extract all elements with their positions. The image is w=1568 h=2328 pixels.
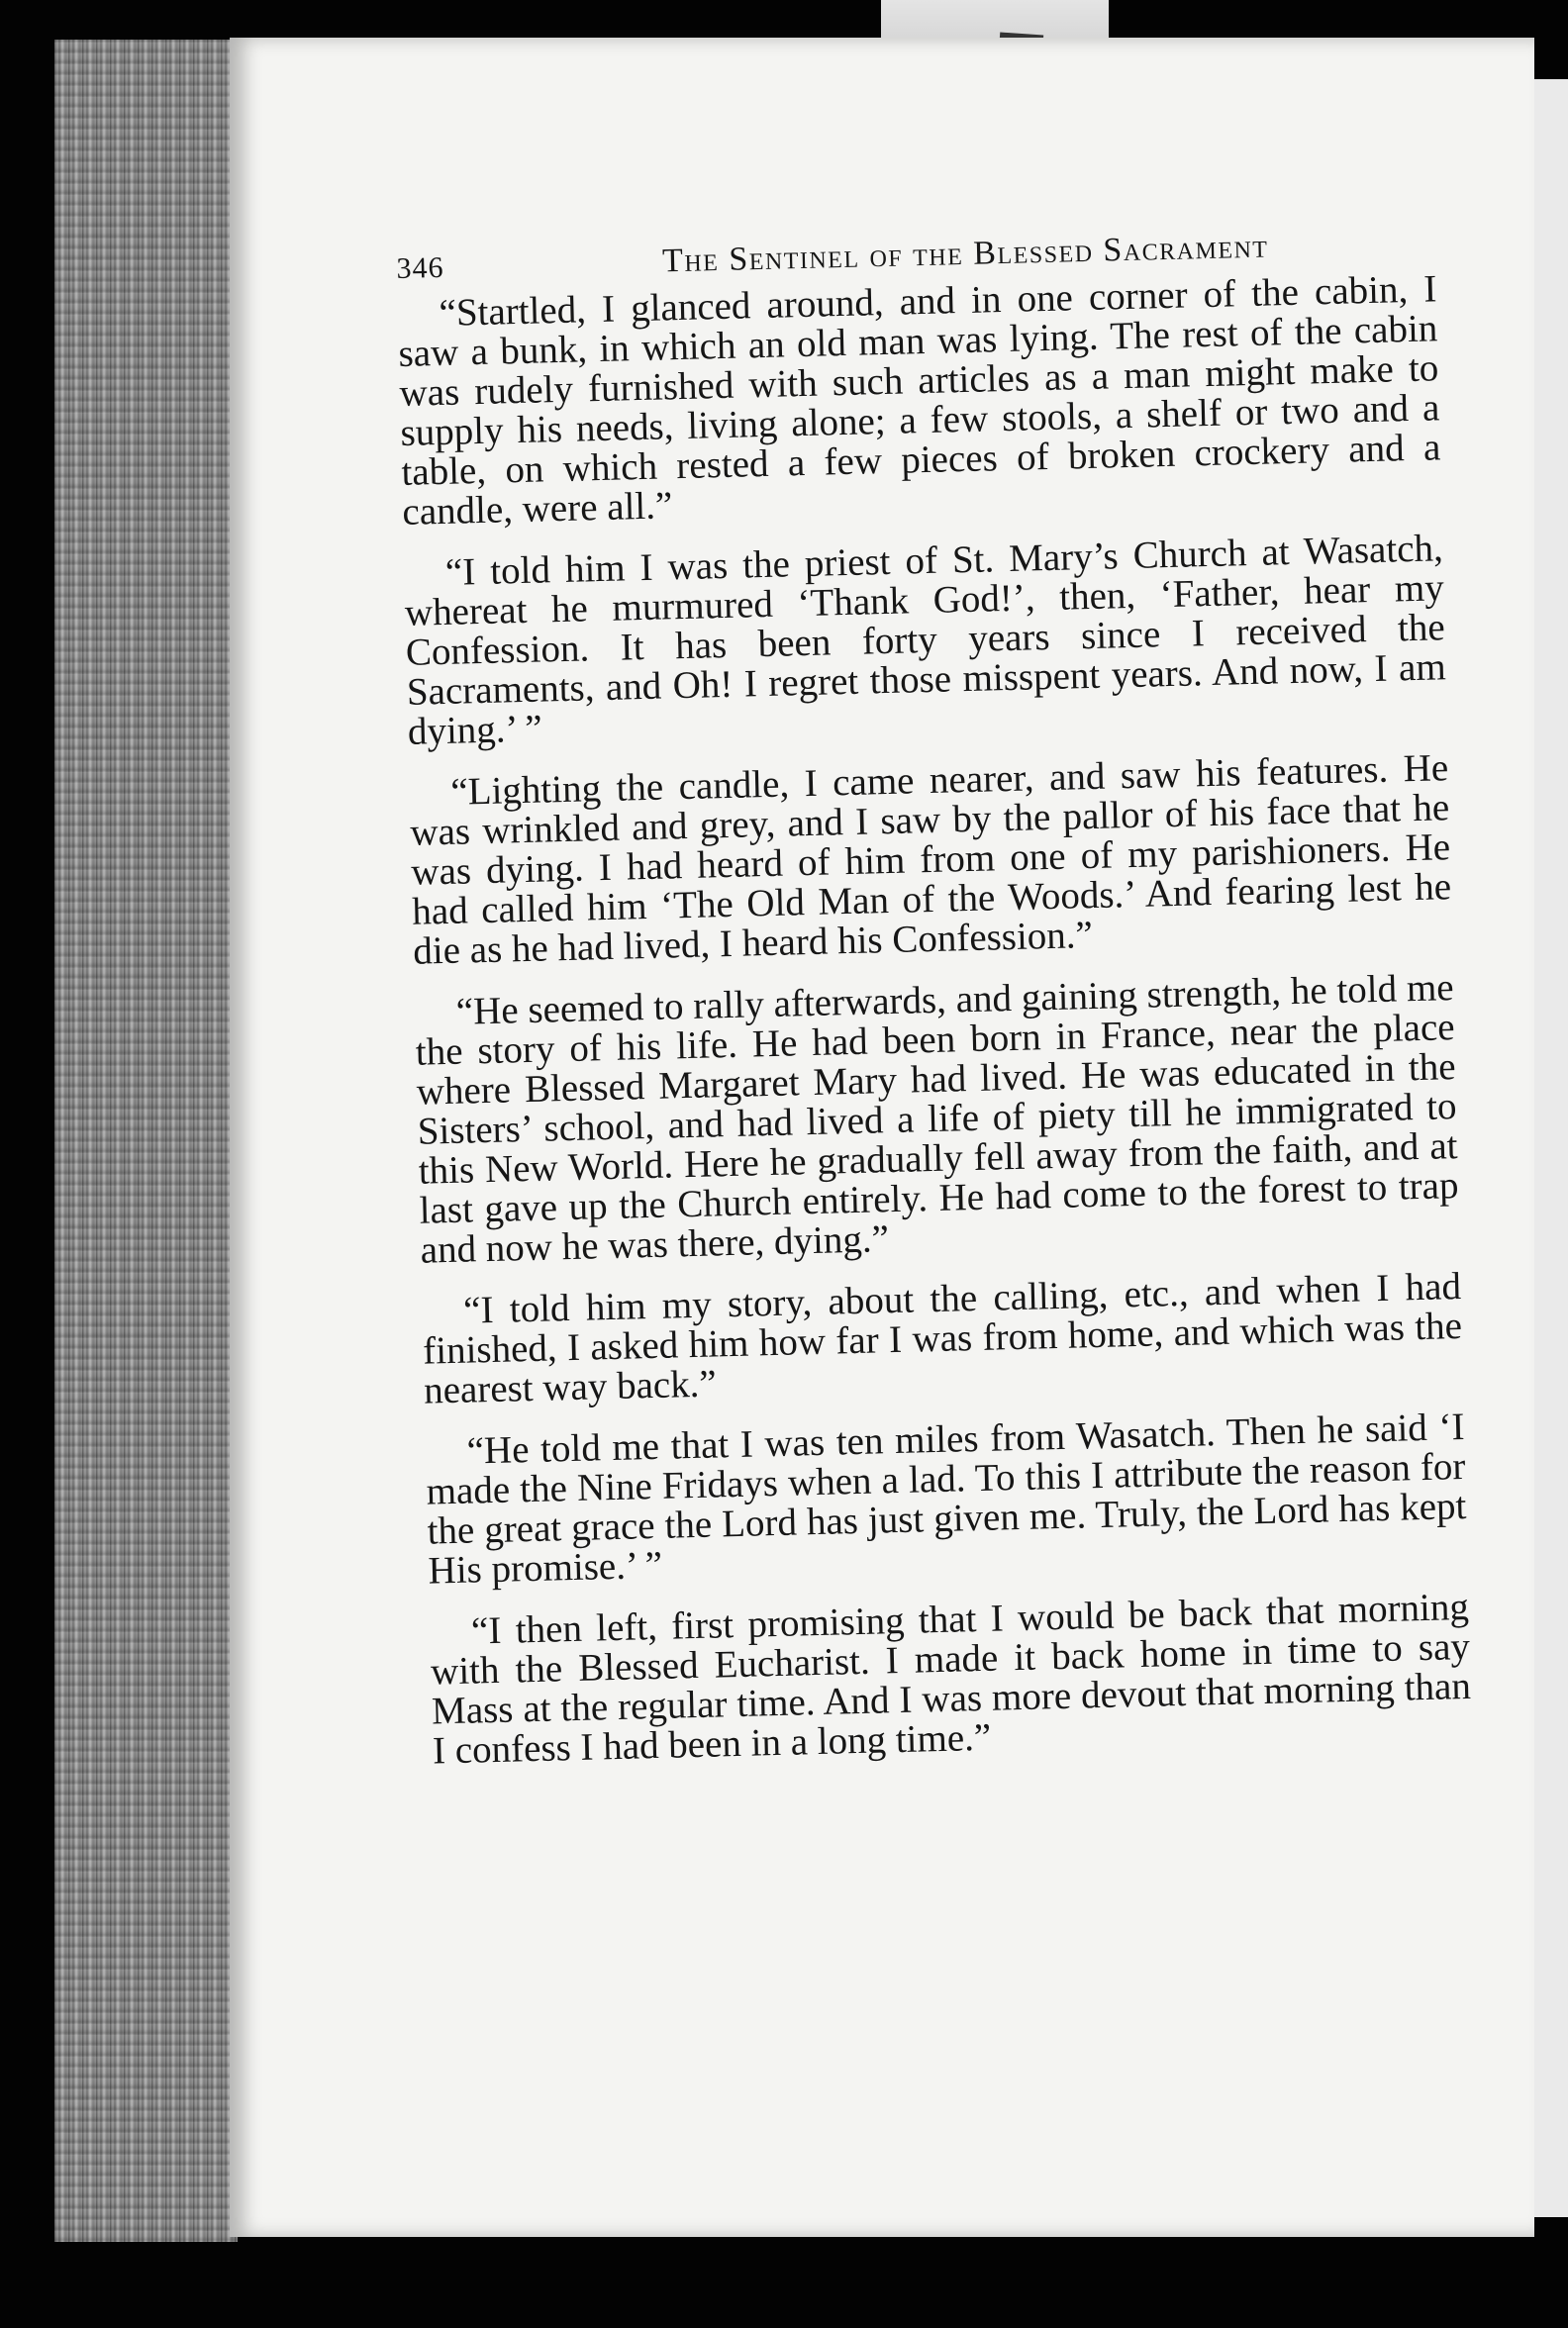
paragraph-7: “I then left, first promising that I would be back that morning with the Blessed Eucharist. I made it back home in time to say Mass at the regular time. And I was more devout that morning than I confess I had been in a long time.”: [430, 1585, 1472, 1773]
page-text-block: [396, 224, 1473, 1793]
paragraph-5: “I told him my story, about the calling, etc., and when I had finished, I asked him how far I was from home, and which was the nearest way back.”: [422, 1265, 1463, 1412]
paragraph-2: “I told him I was the priest of St. Mary’s Church at Wasatch, whereat he murmured ‘Thank God!’, then, ‘Father, hear my Confession. It has been forty years since I received the Sacraments, and Oh! I regret those misspent years. And now, I am dying.’ ”: [404, 527, 1447, 753]
adjacent-page-edge: [1534, 79, 1568, 2217]
book-page-edges: [54, 40, 238, 2242]
page-number: 346: [396, 250, 444, 285]
paragraph-3: “Lighting the candle, I came nearer, and saw his features. He was wrinkled and grey, and I saw by the pallor of his face that he was dying. I had heard of him from one of my parishioners. He had called him ‘The Old Man of the Woods.’ And fearing lest he die as he had lived, I heard his Confession.”: [409, 746, 1452, 973]
paragraph-6: “He told me that I was ten miles from Wasatch. Then he said ‘I made the Nine Fridays when a lad. To this I attribute the reason for the great grace the Lord has just given me. Truly, the Lord has kept His promise.’ ”: [426, 1405, 1467, 1593]
paragraph-4: “He seemed to rally afterwards, and gaining strength, he told me the story of his life. He had been born in France, near the place where Blessed Margaret Mary had lived. He was educated in the Sisters’ school, and had lived a life of piety till he immigrated to this New World. Here he gradually fell away from the faith, and at last gave up the Church entirely. He had come to the forest to trap and now he was there, dying.”: [415, 966, 1459, 1272]
running-title: The Sentinel of the Blessed Sacrament: [661, 228, 1269, 280]
paragraph-1: “Startled, I glanced around, and in one corner of the cabin, I saw a bunk, in which an old man was lying. The rest of the cabin was rudely furnished with such articles as a man might make to supply his needs, living alone; a few stools, a shelf or two and a table, on which rested a few pieces of broken crockery and a candle, were all.”: [398, 267, 1441, 534]
